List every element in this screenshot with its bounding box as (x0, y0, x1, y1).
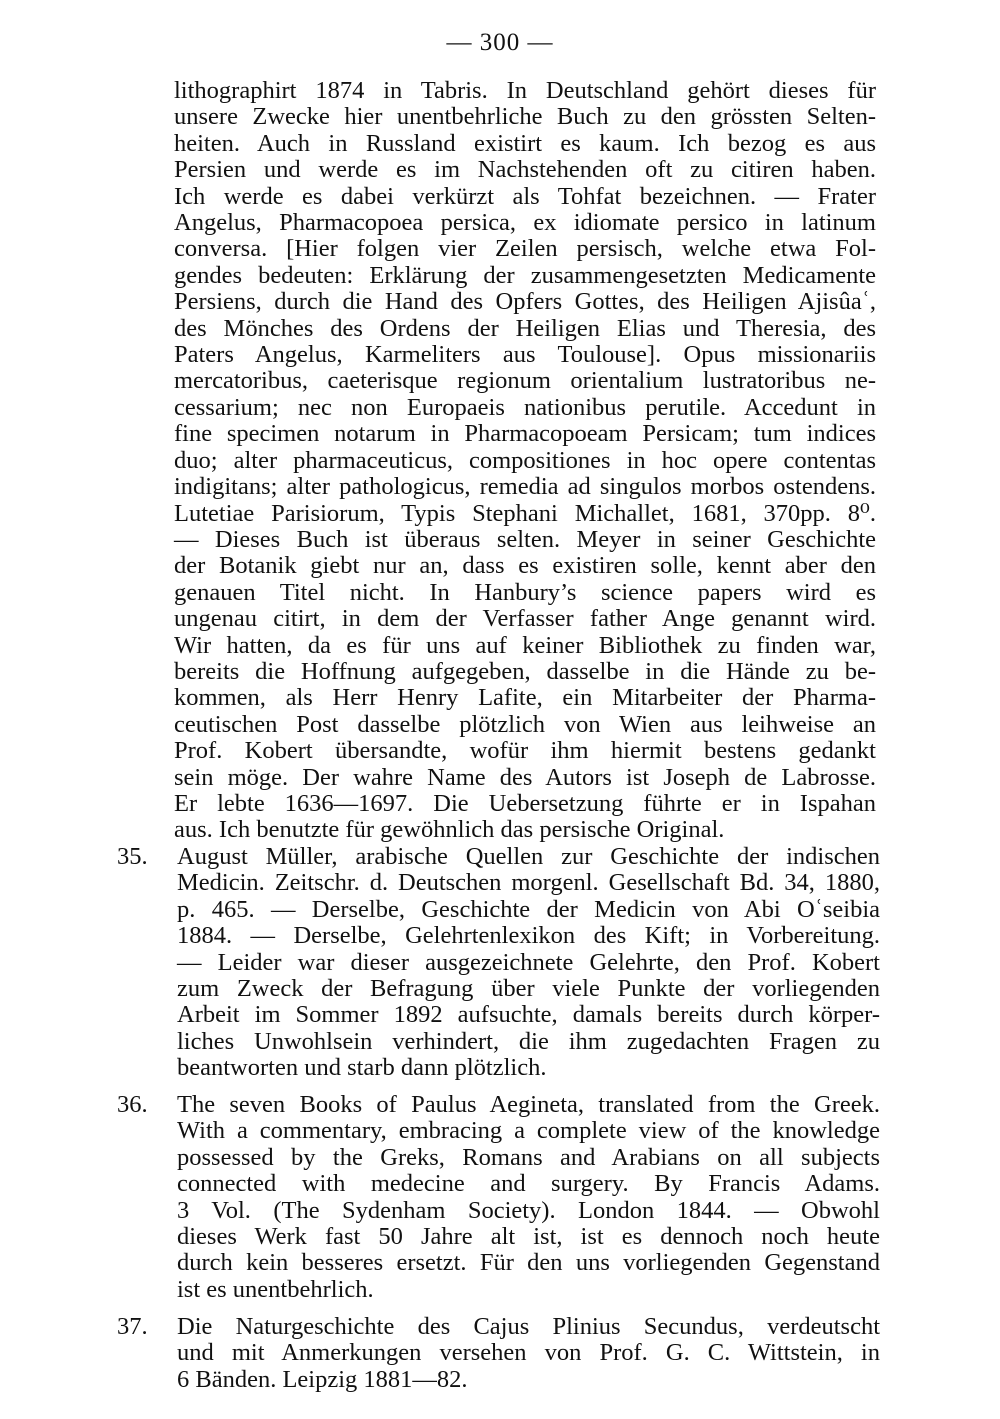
page-number: — 300 — (446, 29, 554, 56)
text-line: bereits die Hoffnung aufgegeben, dasselbe in die Hände zu be- (174, 657, 876, 685)
entry-text (177, 844, 880, 1082)
text-line: kommen, als Herr Henry Lafite, ein Mitarbeiter der Pharma- (174, 684, 876, 712)
text-line: unsere Zwecke hier unentbehrliche Buch zu den grössten Selten- (174, 103, 876, 131)
entry-number: 37. (117, 1313, 148, 1340)
entry-number: 35. (117, 843, 148, 870)
text-line: Arbeit im Sommer 1892 aufsuchte, damals bereits durch körper- (177, 1001, 880, 1029)
entry-text (177, 1092, 880, 1303)
text-line: beantworten und starb dann plötzlich. (177, 1054, 547, 1082)
text-line: conversa. [Hier folgen vier Zeilen persisch, welche etwa Fol- (174, 235, 876, 263)
entry-text (177, 1314, 880, 1393)
text-line: liches Unwohlsein verhindert, die ihm zugedachten Fragen zu (177, 1027, 880, 1055)
text-line: duo; alter pharmaceuticus, compositiones in hoc opere contentas (174, 446, 876, 474)
text-line: und mit Anmerkungen versehen von Prof. G. C. Wittstein, in (177, 1339, 880, 1367)
text-line: ungenau citirt, in dem der Verfasser father Ange genannt wird. (174, 605, 876, 633)
text-line: mercatoribus, caeterisque regionum orientalium lustratoribus ne- (174, 367, 876, 395)
text-line: 3 Vol. (The Sydenham Society). London 1844. — Obwohl (177, 1196, 880, 1224)
text-line: p. 465. — Derselbe, Geschichte der Medicin von Abi Oʿseibia (177, 895, 880, 923)
text-line: — Leider war dieser ausgezeichnete Gelehrte, den Prof. Kobert (177, 948, 880, 976)
entry-number: 36. (117, 1091, 148, 1118)
text-line: Medicin. Zeitschr. d. Deutschen morgenl. Gesellschaft Bd. 34, 1880, (177, 869, 880, 897)
text-line: 1884. — Derselbe, Gelehrtenlexikon des Kift; in Vorbereitung. (177, 922, 880, 950)
text-line: dieses Werk fast 50 Jahre alt ist, ist es dennoch noch heute (177, 1223, 880, 1251)
text-line: sein möge. Der wahre Name des Autors ist Joseph de Labrosse. (174, 763, 876, 791)
text-line: — Dieses Buch ist überaus selten. Meyer in seiner Geschichte (174, 525, 876, 553)
text-line: ist es unentbehrlich. (177, 1275, 374, 1303)
text-line: Ich werde es dabei verkürzt als Tohfat bezeichnen. — Frater (174, 182, 876, 210)
text-line: aus. Ich benutzte für gewöhnlich das persische Original. (174, 816, 725, 844)
text-line: cessarium; nec non Europaeis nationibus perutile. Accedunt in (174, 393, 876, 421)
text-line: 6 Bänden. Leipzig 1881—82. (177, 1365, 468, 1393)
text-line: Prof. Kobert übersandte, wofür ihm hiermit bestens gedankt (174, 737, 876, 765)
text-line: durch kein besseres ersetzt. Für den uns vorliegenden Gegenstand (177, 1249, 880, 1277)
text-line: fine specimen notarum in Pharmacopoeam Persicam; tum indices (174, 420, 876, 448)
text-line: Persiens, durch die Hand des Opfers Gottes, des Heiligen Ajisûaʿ, (174, 288, 876, 316)
text-line: Die Naturgeschichte des Cajus Plinius Secundus, verdeutscht (177, 1313, 880, 1340)
text-line: heiten. Auch in Russland existirt es kaum. Ich bezog es aus (174, 129, 876, 157)
text-line: Paters Angelus, Karmeliters aus Toulouse]. Opus missionariis (174, 341, 876, 369)
text-line: Wir hatten, da es für uns auf keiner Bibliothek zu finden war, (174, 631, 876, 659)
text-line: The seven Books of Paulus Aegineta, translated from the Greek. (177, 1091, 880, 1118)
text-line: gendes bedeuten: Erklärung der zusammengesetzten Medicamente (174, 261, 876, 289)
text-line: August Müller, arabische Quellen zur Geschichte der indischen (177, 843, 880, 870)
text-line: Er lebte 1636—1697. Die Uebersetzung führte er in Ispahan (174, 789, 876, 817)
text-line: zum Zweck der Befragung über viele Punkte der vorliegenden (177, 975, 880, 1003)
text-line: Angelus, Pharmacopoea persica, ex idiomate persico in latinum (174, 209, 876, 237)
text-line: lithographirt 1874 in Tabris. In Deutschland gehört dieses für (174, 77, 876, 104)
text-line: ceutischen Post dasselbe plötzlich von Wien aus leihweise an (174, 710, 876, 738)
text-line: indigitans; alter pathologicus, remedia ad singulos morbos ostendens. (174, 473, 876, 501)
text-line: possessed by the Greks, Romans and Arabians on all subjects (177, 1143, 880, 1171)
text-line: connected with medecine and surgery. By Francis Adams. (177, 1170, 880, 1198)
text-line: des Mönches des Ordens der Heiligen Elias und Theresia, des (174, 314, 876, 342)
text-line: Persien und werde es im Nachstehenden oft zu citiren haben. (174, 156, 876, 184)
text-line: genauen Titel nicht. In Hanbury’s science papers wird es (174, 578, 876, 606)
text-line: Lutetiae Parisiorum, Typis Stephani Michallet, 1681, 370pp. 8⁰. (174, 499, 876, 527)
text-line: der Botanik giebt nur an, dass es existiren solle, kennt aber den (174, 552, 876, 580)
text-line: With a commentary, embracing a complete view of the knowledge (177, 1117, 880, 1145)
intro-paragraph (174, 78, 876, 844)
